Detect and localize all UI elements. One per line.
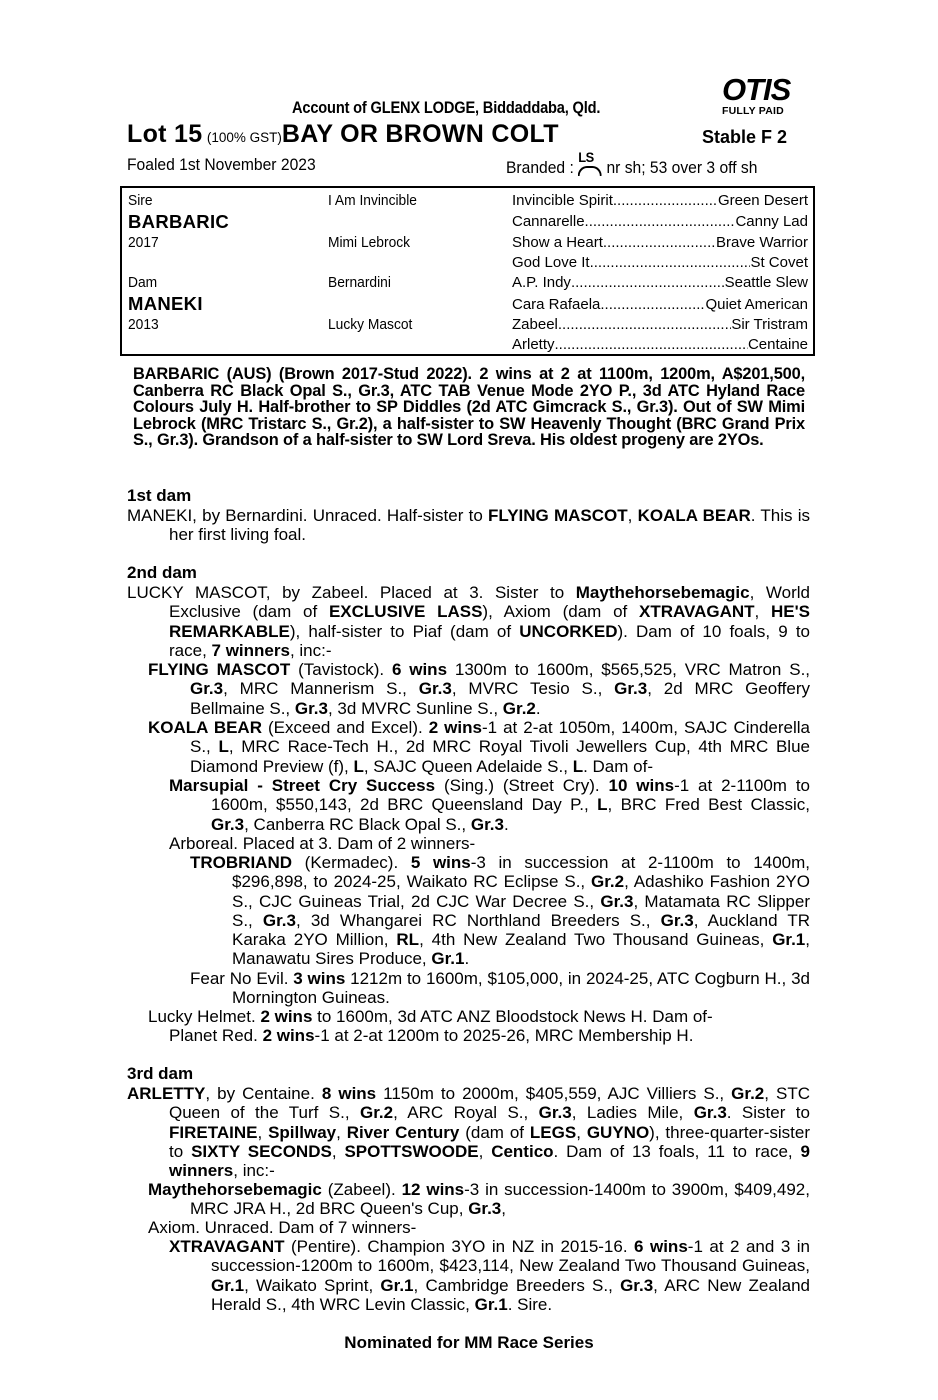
gen3-row: A.P. Indy ..... Seattle Slew (512, 274, 808, 291)
family-entry: TROBRIAND (Kermadec). 5 wins-3 in succession at 2-1100m to 1400m, $296,898, to 2024-25, Waikato RC Eclipse S., Gr.2, Adashiko Fashion 2YO S., CJC Guineas Trial, 2d CJC War Decree S., Gr.3, Matamata RC Slipper S., Gr.3, 3d Whangarei RC Northland Breeders S., Gr.3, Auckland TR Karaka 2YO Million, RL, 4th New Zealand Two Thousand Guineas, Gr.1, Manawatu Sires Produce, Gr.1. (190, 853, 811, 969)
gen3-row: Zabeel ..... Sir Tristram (512, 316, 808, 333)
gst-note: (100% GST) (206, 130, 282, 145)
family-entry: Marsupial - Street Cry Success (Sing.) (Street Cry). 10 wins-1 at 2-1100m to 1600m, $550,143, 2d BRC Queensland Day P., L, BRC Fred Best Classic, Gr.3, Canberra RC Black Opal S., Gr.3. (169, 776, 810, 834)
dam-dam: Lucky Mascot (328, 316, 413, 333)
family-entry: Fear No Evil. 3 wins 1212m to 1600m, $105,000, in 2024-25, ATC Cogburn H., 3d Mornington Guineas. (190, 969, 810, 1008)
dam-year: 2013 (128, 316, 159, 333)
vendor-account: Account of GLENX LODGE, Biddaddaba, Qld. (292, 98, 601, 117)
family-entry: ARLETTY, by Centaine. 8 wins 1150m to 2000m, $405,559, AJC Villiers S., Gr.2, STC Queen of the Turf S., Gr.2, ARC Royal S., Gr.3, Ladies Mile, Gr.3. Sister to FIRETAINE, Spillway, River Century (dam of LEGS, GUYNO), three-quarter-sister to SIXTY SECONDS, SPOTTSWOODE, Centico. Dam of 13 foals, 11 to race, 9 winners, inc:- (127, 1084, 810, 1181)
family-entry: Lucky Helmet. 2 wins to 1600m, 3d ATC ANZ Bloodstock News H. Dam of- (148, 1007, 713, 1026)
family-entry: Maythehorsebemagic (Zabeel). 12 wins-3 in succession-1400m to 3900m, $409,492, MRC JRA H., 2d BRC Queen's Cup, Gr.3, (148, 1180, 810, 1219)
third-dam-heading: 3rd dam (127, 1064, 194, 1083)
gen3-row: Show a Heart ..... Brave Warrior (512, 234, 808, 251)
branded-label: Branded : (506, 158, 574, 177)
family-entry: Planet Red. 2 wins-1 at 2-at 1200m to 2025-26, MRC Membership H. (169, 1026, 694, 1045)
gen3-row: Cannarelle ..... Canny Lad (512, 213, 808, 230)
foaled-date: Foaled 1st November 2023 (127, 155, 316, 174)
dam-name: MANEKI (128, 293, 203, 314)
family-entry: XTRAVAGANT (Pentire). Champion 3YO in NZ in 2015-16. 6 wins-1 at 2 and 3 in succession-1200m to 1600m, $423,114, New Zealand Two Thousand Guineas, Gr.1, Waikato Sprint, Gr.1, Cambridge Breeders S., Gr.3, ARC New Zealand Herald S., 4th WRC Levin Classic, Gr.1. Sire. (169, 1237, 810, 1314)
lot-description: BAY OR BROWN COLT (281, 120, 559, 148)
dam-label: Dam (128, 274, 158, 291)
pedigree-table (120, 186, 815, 356)
lot-title (127, 120, 559, 149)
family-entry: LUCKY MASCOT, by Zabeel. Placed at 3. Sister to Maythehorsebemagic, World Exclusive (dam of EXCLUSIVE LASS), Axiom (dam of XTRAVAGANT, HE'S REMARKABLE), half-sister to Piaf (dam of UNCORKED). Dam of 10 foals, 9 to race, 7 winners, inc:- (127, 583, 811, 660)
family-entry: Axiom. Unraced. Dam of 7 winners- (148, 1218, 417, 1237)
sire-year: 2017 (128, 234, 159, 251)
stable-location: Stable F 2 (702, 127, 788, 147)
dam-sire: Bernardini (328, 274, 391, 291)
sire-sire: I Am Invincible (328, 192, 417, 209)
otis-logo (720, 74, 806, 118)
otis-logo-word: OTIS (722, 72, 791, 107)
gen3-row: Arletty ..... Centaine (512, 336, 808, 353)
family-entry: FLYING MASCOT (Tavistock). 6 wins 1300m to 1600m, $565,525, VRC Matron S., Gr.3, MRC Mannerism S., Gr.3, MVRC Tesio S., Gr.3, 2d MRC Geoffery Bellmaine S., Gr.3, 3d MVRC Sunline S., Gr.2. (148, 660, 811, 718)
first-dam-text: MANEKI, by Bernardini. Unraced. Half-sister to FLYING MASCOT, KOALA BEAR. This is her first living foal. (127, 506, 810, 545)
branded-detail: nr sh; 53 over 3 off sh (602, 158, 758, 177)
family-entry: KOALA BEAR (Exceed and Excel). 2 wins-1 at 2-at 1050m, 1400m, SAJC Cinderella S., L, MRC Race-Tech H., 2d MRC Royal Tivoli Jewellers Cup, 4th MRC Blue Diamond Preview (f), L, SAJC Queen Adelaide S., L. Dam of- (148, 718, 811, 776)
sire-label: Sire (128, 192, 153, 209)
first-dam-heading: 1st dam (127, 486, 192, 505)
gen3-row: Cara Rafaela ..... Quiet American (512, 296, 808, 313)
lot-number: Lot 15 (127, 120, 203, 148)
sire-name: BARBARIC (128, 211, 230, 232)
family-entry: Arboreal. Placed at 3. Dam of 2 winners- (169, 834, 476, 853)
second-dam-heading: 2nd dam (127, 563, 197, 582)
brand-description (506, 149, 758, 178)
gen3-row: Invincible Spirit ..... Green Desert (512, 192, 808, 209)
gen3-row: God Love It ..... St Covet (512, 254, 808, 271)
race-series-nomination: Nominated for MM Race Series (344, 1333, 594, 1352)
brand-mark-icon: LS (578, 155, 602, 175)
sire-dam: Mimi Lebrock (328, 234, 411, 251)
otis-logo-sub: FULLY PAID (722, 105, 784, 117)
sire-summary: BARBARIC (AUS) (Brown 2017-Stud 2022). 2 wins at 2 at 1100m, 1200m, A$201,500, Canberra RC Black Opal S., Gr.3, ATC TAB Venue Mode 2YO P., 3d ATC Hyland Race Colours July H. Half-brother to SP Diddles (2d ATC Gimcrack S., Gr.3). Out of SW Mimi Lebrock (MRC Tristarc S., Gr.2), a half-sister to SW Heavenly Thought (BRC Grand Prix S., Gr.3). Grandson of a half-sister to SW Lord Sreva. His oldest progeny are 2YOs. (133, 365, 805, 449)
